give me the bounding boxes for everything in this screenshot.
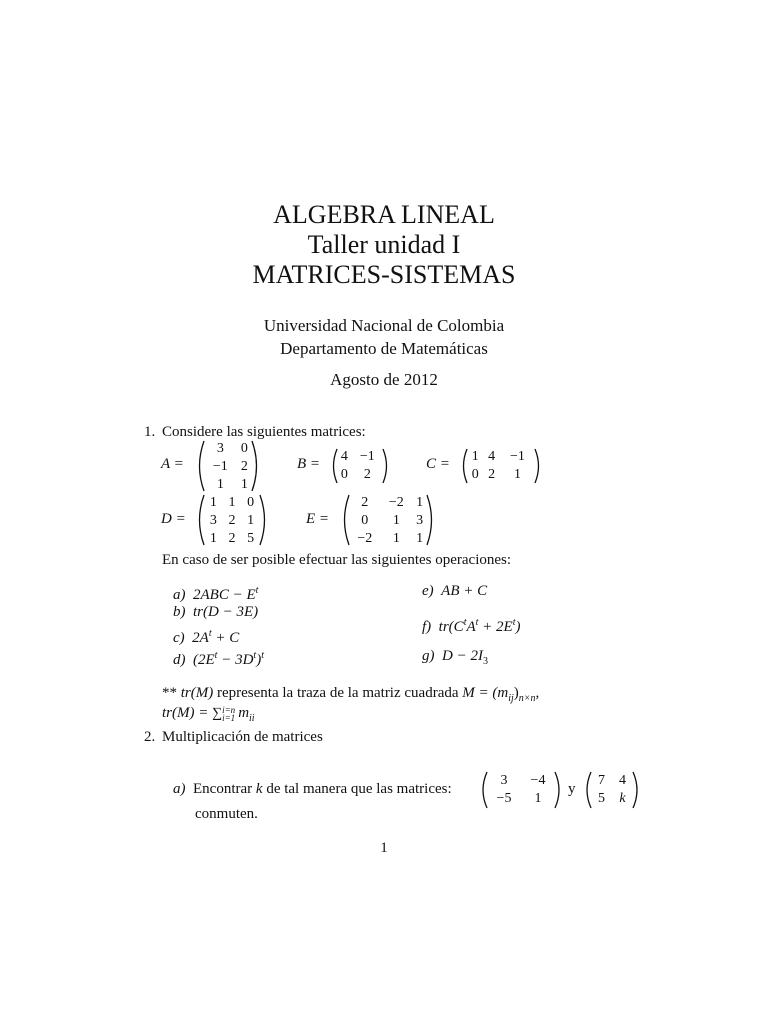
operation-a <box>173 582 258 604</box>
operation-f <box>422 614 521 636</box>
trace-def-left: tr(M) = <box>162 705 213 721</box>
q2a-matrix-2-table <box>591 772 633 808</box>
matrix-cell: 1 <box>416 531 424 546</box>
expr-part: A <box>466 619 476 635</box>
matrix-cell: 4 <box>488 449 496 464</box>
q2a-matrix-1 <box>479 771 563 809</box>
operation-e <box>422 582 487 600</box>
operation-letter: b) <box>173 604 186 620</box>
operation-letter: d) <box>173 652 186 668</box>
matrix-e-table <box>349 494 427 548</box>
sum-limits <box>222 706 235 722</box>
matrix-cell: 1 <box>209 495 217 510</box>
operation-expr: AB + C <box>441 583 488 599</box>
matrix-cell: 0 <box>247 495 255 510</box>
matrix-d <box>196 494 268 546</box>
superscript: t <box>463 617 467 628</box>
operation-b <box>173 603 258 621</box>
operation-letter: f) <box>422 619 432 635</box>
matrix-a <box>196 440 260 492</box>
page-number: 1 <box>380 840 388 856</box>
operation-expr: tr(D − 3E) <box>193 604 259 620</box>
matrix-d-table <box>204 494 260 548</box>
operation-expr: 2A <box>192 630 209 646</box>
sum-upper: i=n <box>222 704 236 715</box>
superscript: t <box>261 650 264 661</box>
note-stars: ** <box>162 685 177 701</box>
matrix-cell: 3 <box>216 441 224 456</box>
document-date: Agosto de 2012 <box>330 370 438 389</box>
note-text: representa la traza de la matriz cuadrada <box>217 685 459 701</box>
question-2a-line-1 <box>173 780 452 798</box>
operations-intro: En caso de ser posible efectuar las siguientes operaciones: <box>162 552 512 568</box>
question-2a-line-2: conmuten. <box>195 806 258 822</box>
expr-part: (2E <box>193 652 215 668</box>
operation-letter: c) <box>173 630 185 646</box>
question-2-title: Multiplicación de matrices <box>162 729 323 745</box>
matrix-cell: −1 <box>359 449 375 464</box>
matrix-cell: 7 <box>598 773 605 788</box>
operation-letter: e) <box>422 583 434 599</box>
q2a-matrix-2 <box>583 771 641 809</box>
matrix-b <box>330 448 390 484</box>
matrix-cell: 1 <box>216 477 224 492</box>
subscript: ij <box>508 693 514 704</box>
matrix-cell: 3 <box>209 513 217 528</box>
q2a-variable-k: k <box>255 781 263 797</box>
matrix-cell: 1 <box>471 449 479 464</box>
question-1-intro: Considere las siguientes matrices: <box>162 424 366 440</box>
matrix-cell: 5 <box>247 531 255 546</box>
operation-expr-rest: + C <box>211 630 240 646</box>
matrix-cell: 1 <box>247 513 255 528</box>
matrix-cell: 2 <box>488 467 496 482</box>
matrix-cell: −2 <box>357 531 373 546</box>
matrix-cell: 0 <box>240 441 248 456</box>
matrix-cell: 2 <box>240 459 248 474</box>
matrix-cell: k <box>619 791 626 806</box>
superscript: t <box>512 617 516 628</box>
expr-part: + 2E <box>478 619 513 635</box>
note-tr: tr(M) <box>180 685 214 701</box>
matrix-cell: 2 <box>228 531 236 546</box>
subscript: n×n <box>518 693 536 704</box>
superscript: t <box>475 617 479 628</box>
trace-def-right: m <box>238 705 250 721</box>
title-line-3: MATRICES-SISTEMAS <box>252 260 516 289</box>
matrix-c-label: C = <box>426 456 450 472</box>
sum-symbol: ∑ <box>212 706 223 721</box>
matrix-cell: 0 <box>471 467 479 482</box>
superscript: t <box>214 650 218 661</box>
matrix-cell: −5 <box>496 791 512 806</box>
operation-letter: g) <box>422 648 435 664</box>
matrix-cell: 1 <box>513 467 521 482</box>
matrix-cell: 2 <box>228 513 236 528</box>
matrix-a-label: A = <box>161 456 184 472</box>
subscript: ii <box>249 713 255 724</box>
title-line-2: Taller unidad I <box>307 230 461 259</box>
matrix-cell: −1 <box>212 459 228 474</box>
question-2-number: 2. <box>144 729 156 745</box>
matrix-cell: 0 <box>340 467 348 482</box>
operation-expr: D − 2I <box>442 648 483 664</box>
matrix-cell: −4 <box>530 773 546 788</box>
operation-c <box>173 625 239 647</box>
operation-expr: 2ABC − E <box>193 587 256 603</box>
matrix-cell: 0 <box>361 513 369 528</box>
expr-part: ) <box>256 652 262 668</box>
q2a-conjunction: y <box>568 781 576 797</box>
department-name: Departamento de Matemáticas <box>280 339 488 358</box>
matrix-e <box>341 494 435 546</box>
q2a-text-1: Encontrar <box>193 781 253 797</box>
expr-part: tr(C <box>438 619 464 635</box>
note-m-expr: M = (m <box>462 685 509 701</box>
university-name: Universidad Nacional de Colombia <box>263 316 505 335</box>
matrix-cell: 1 <box>209 531 217 546</box>
matrix-cell: 3 <box>500 773 508 788</box>
matrix-cell: 4 <box>340 449 348 464</box>
matrix-a-table <box>204 440 252 494</box>
matrix-cell: 1 <box>392 513 400 528</box>
expr-part: ) <box>515 619 521 635</box>
document-title <box>0 200 768 290</box>
matrix-cell: 2 <box>361 495 369 510</box>
matrix-b-label: B = <box>297 456 321 472</box>
superscript: t <box>255 585 259 596</box>
matrix-cell: 5 <box>598 791 605 806</box>
matrix-cell: 3 <box>416 513 424 528</box>
matrix-cell: −2 <box>388 495 404 510</box>
matrix-cell: 1 <box>392 531 400 546</box>
matrix-b-table <box>337 448 383 484</box>
superscript: t <box>253 650 257 661</box>
question-1-number: 1. <box>144 424 156 440</box>
matrix-c <box>460 448 542 484</box>
title-line-1: ALGEBRA LINEAL <box>273 200 495 229</box>
expr-part: − 3D <box>217 652 254 668</box>
matrix-d-label: D = <box>161 511 186 527</box>
matrix-cell: 1 <box>228 495 236 510</box>
matrix-cell: 1 <box>240 477 248 492</box>
matrix-cell: 1 <box>416 495 424 510</box>
note-comma: , <box>535 685 540 701</box>
operation-letter: a) <box>173 587 186 603</box>
affiliation <box>0 314 768 360</box>
operation-g <box>422 647 488 671</box>
note-m-close: ) <box>513 685 519 701</box>
q2a-text-2: de tal manera que las matrices: <box>266 781 452 797</box>
superscript: t <box>208 628 212 639</box>
matrix-e-label: E = <box>306 511 330 527</box>
sum-lower: i=1 <box>222 712 236 723</box>
matrix-cell: 1 <box>534 791 542 806</box>
operation-d <box>173 647 264 669</box>
trace-note-line-2 <box>162 704 255 728</box>
item-letter: a) <box>173 781 186 797</box>
subscript: 3 <box>482 656 488 667</box>
q2a-matrix-1-table <box>487 772 555 808</box>
matrix-cell: 2 <box>363 467 371 482</box>
matrix-cell: 4 <box>619 773 626 788</box>
matrix-cell: −1 <box>510 449 525 464</box>
matrix-c-table <box>467 448 535 484</box>
